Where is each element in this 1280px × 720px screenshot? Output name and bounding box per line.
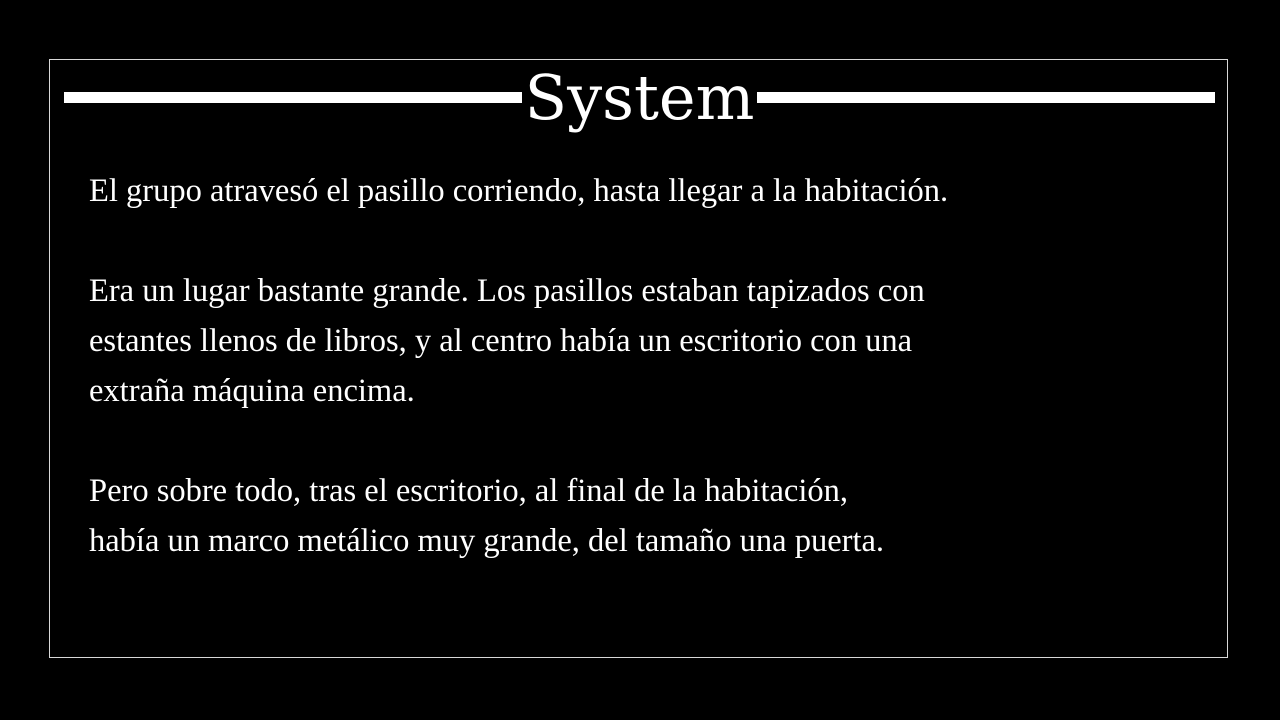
narration-line: Era un lugar bastante grande. Los pasillos estaban tapizados con bbox=[89, 273, 925, 309]
narration-line: Pero sobre todo, tras el escritorio, al final de la habitación, bbox=[89, 473, 848, 509]
narration-line: estantes llenos de libros, y al centro había un escritorio con una bbox=[89, 323, 913, 359]
narration-line: El grupo atravesó el pasillo corriendo, hasta llegar a la habitación. bbox=[89, 173, 949, 209]
narration-line: extraña máquina encima. bbox=[89, 373, 415, 409]
paragraph-gap bbox=[89, 416, 1199, 466]
paragraph-gap bbox=[89, 216, 1199, 266]
title-rule-left bbox=[64, 92, 522, 103]
speaker-name: System bbox=[524, 61, 755, 134]
title-rule-right bbox=[757, 92, 1215, 103]
narration-line: había un marco metálico muy grande, del tamaño una puerta. bbox=[89, 523, 885, 559]
narration-text bbox=[89, 166, 1199, 566]
